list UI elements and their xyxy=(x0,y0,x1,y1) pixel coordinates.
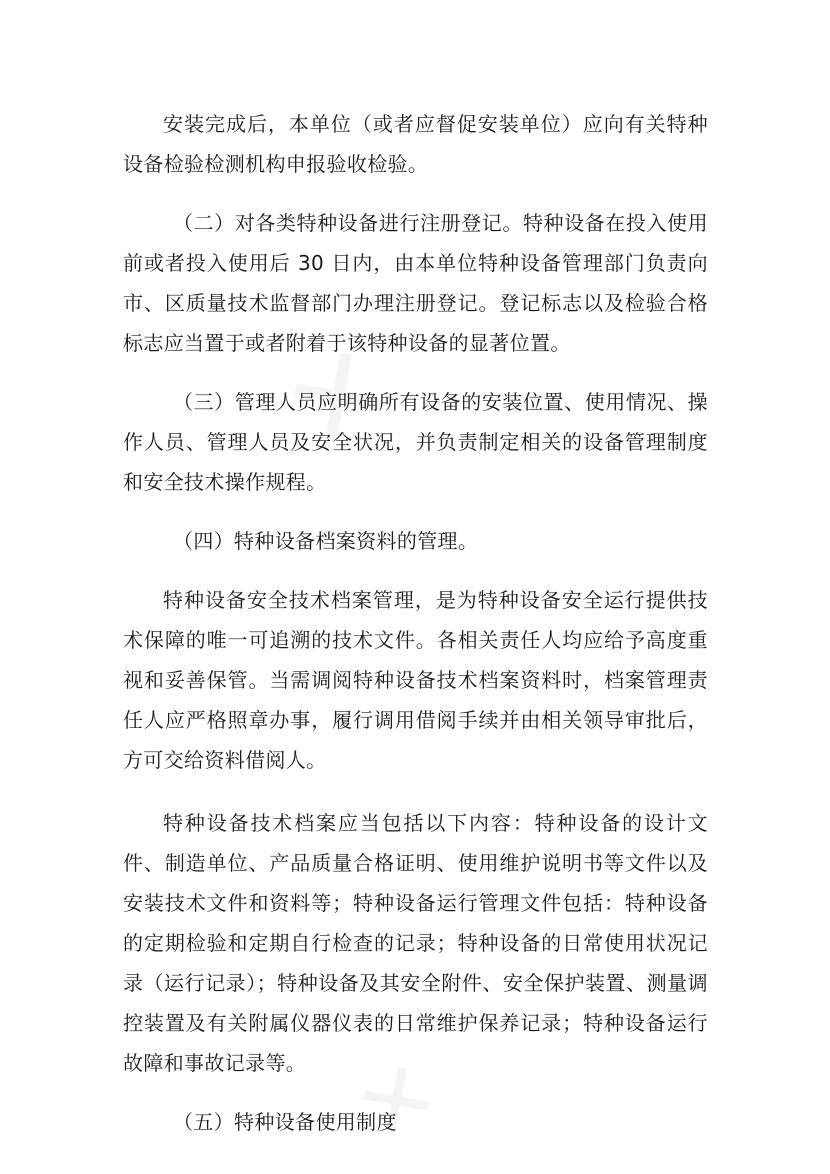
paragraph-manager-duties: （三）管理人员应明确所有设备的安装位置、使用情况、操作人员、管理人员及安全状况，并负责制定相关的设备管理制度和安全技术操作规程。 xyxy=(123,390,708,494)
document-body xyxy=(123,104,708,1142)
section-heading-archives: （四）特种设备档案资料的管理。 xyxy=(173,529,479,553)
paragraph-archive-contents: 特种设备技术档案应当包括以下内容：特种设备的设计文件、制造单位、产品质量合格证明、使用维护说明书等文件以及安装技术文件和资料等；特种设备运行管理文件包括：特种设备的定期检验和定期自行检查的记录；特种设备的日常使用状况记录（运行记录）；特种设备及其安全附件、安全保护装置、测量调控装置及有关附属仪器仪表的日常维护保养记录；特种设备运行故障和事故记录等。 xyxy=(123,811,708,1075)
paragraph-archive-management: 特种设备安全技术档案管理，是为特种设备安全运行提供技术保障的唯一可追溯的技术文件。各相关责任人均应给予高度重视和妥善保管。当需调阅特种设备技术档案资料时，档案管理责任人应严格照章办事，履行调用借阅手续并由相关领导审批后，方可交给资料借阅人。 xyxy=(123,588,708,772)
paragraph-installation-acceptance: 安装完成后，本单位（或者应督促安装单位）应向有关特种设备检验检测机构申报验收检验。 xyxy=(123,112,708,176)
section-heading-usage-system: （五）特种设备使用制度 xyxy=(173,1110,397,1134)
paragraph-registration: （二）对各类特种设备进行注册登记。特种设备在投入使用前或者投入使用后 30 日内，由本单位特种设备管理部门负责向市、区质量技术监督部门办理注册登记。登记标志以及检验合格标志应当置于或者附着于该特种设备的显著位置。 xyxy=(123,211,708,355)
